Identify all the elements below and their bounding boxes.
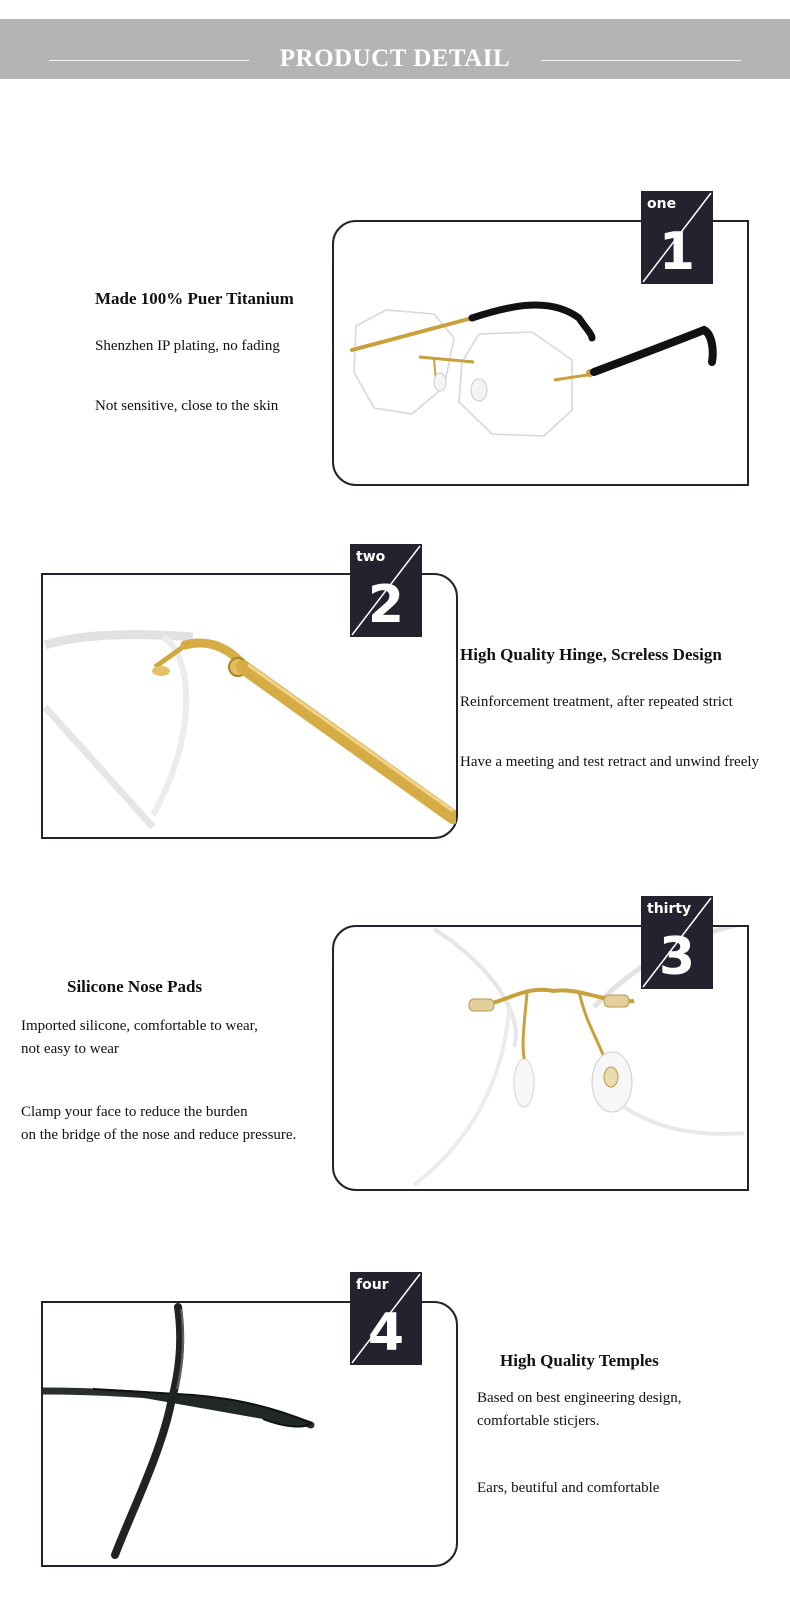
section-3-line-2: not easy to wear <box>21 1041 119 1057</box>
section-1-badge-word: one <box>647 196 677 212</box>
section-2-heading: High Quality Hinge, Screless Design <box>460 645 722 664</box>
section-3-badge-word: thirty <box>647 901 692 917</box>
section-3-badge-number: 3 <box>658 927 696 987</box>
section-3-text <box>21 975 321 1147</box>
section-3-badge <box>641 896 713 989</box>
header-line-right <box>541 60 741 61</box>
section-1-text <box>95 287 320 418</box>
section-4-badge-word: four <box>356 1277 389 1293</box>
section-3-heading: Silicone Nose Pads <box>67 977 203 996</box>
section-2-line-2: Have a meeting and test retract and unwind freely <box>460 754 760 770</box>
section-1-heading: Made 100% Puer Titanium <box>95 289 294 308</box>
section-4-badge <box>350 1272 422 1365</box>
section-1-line-2: Not sensitive, close to the skin <box>95 398 279 414</box>
section-2-text <box>460 643 790 774</box>
page-title: PRODUCT DETAIL <box>279 45 511 72</box>
section-3-line-4: on the bridge of the nose and reduce pressure. <box>21 1127 297 1143</box>
section-1-line-1: Shenzhen IP plating, no fading <box>95 338 280 354</box>
section-4-text <box>477 1349 777 1500</box>
section-3-line-1: Imported silicone, comfortable to wear, <box>21 1018 258 1034</box>
section-4-line-3: Ears, beutiful and comfortable <box>477 1480 660 1496</box>
section-2-line-1: Reinforcement treatment, after repeated strict <box>460 694 733 710</box>
section-2-badge <box>350 544 422 637</box>
section-1-badge <box>641 191 713 284</box>
section-2-badge-number: 2 <box>367 575 405 635</box>
section-4-badge-number: 4 <box>367 1303 405 1363</box>
section-4-heading: High Quality Temples <box>500 1351 659 1370</box>
section-2-badge-word: two <box>356 549 386 565</box>
section-4-line-1: Based on best engineering design, <box>477 1390 682 1406</box>
section-1-badge-number: 1 <box>658 222 696 282</box>
header-banner <box>0 19 790 79</box>
section-4-line-2: comfortable sticjers. <box>477 1413 600 1429</box>
section-3-line-3: Clamp your face to reduce the burden <box>21 1104 248 1120</box>
